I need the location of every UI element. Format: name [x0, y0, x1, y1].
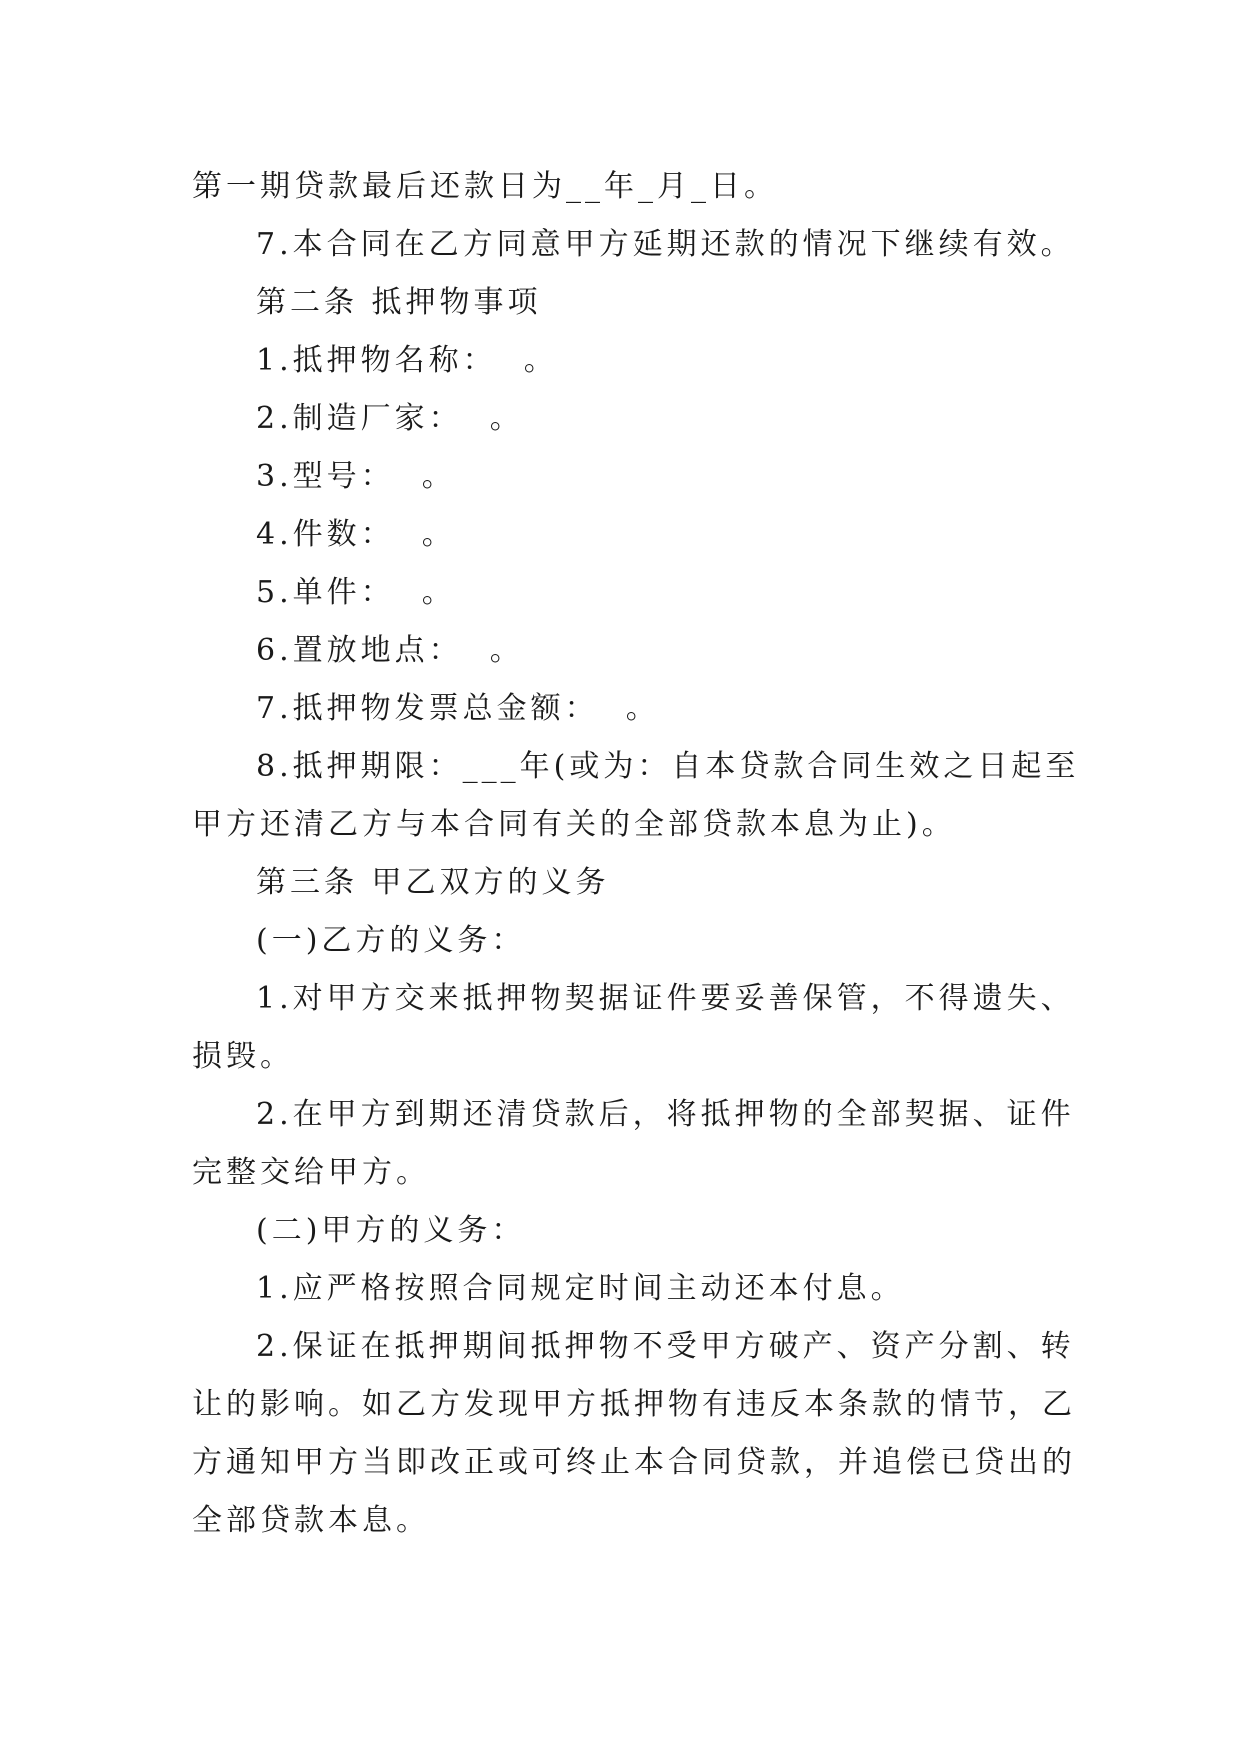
text-line: 第一期贷款最后还款日为__年_月_日。: [192, 169, 778, 204]
section-heading: 第二条 抵押物事项: [256, 285, 542, 320]
subsection-heading: (一)乙方的义务：: [256, 923, 526, 958]
text-line: 甲方还清乙方与本合同有关的全部贷款本息为止)。: [192, 807, 956, 842]
text-line: 1.应严格按照合同规定时间主动还本付息。: [256, 1271, 905, 1306]
text-line: 4.件数： 。: [256, 517, 456, 552]
text-line: 1.对甲方交来抵押物契据证件要妥善保管，不得遗失、: [256, 981, 1075, 1016]
text-line: 2.在甲方到期还清贷款后，将抵押物的全部契据、证件: [256, 1097, 1075, 1132]
text-line: 8.抵押期限：___年(或为：自本贷款合同生效之日起至: [256, 749, 1080, 784]
text-line: 3.型号： 。: [256, 459, 456, 494]
text-line: 1.抵押物名称： 。: [256, 343, 558, 378]
subsection-heading: (二)甲方的义务：: [256, 1213, 526, 1248]
text-line: 2.制造厂家： 。: [256, 401, 524, 436]
text-line: 5.单件： 。: [256, 575, 456, 610]
text-line: 2.保证在抵押期间抵押物不受甲方破产、资产分割、转: [256, 1329, 1075, 1364]
section-heading: 第三条 甲乙双方的义务: [256, 865, 610, 900]
text-line: 完整交给甲方。: [192, 1155, 430, 1190]
text-line: 7.抵押物发票总金额： 。: [256, 691, 660, 726]
text-line: 让的影响。如乙方发现甲方抵押物有违反本条款的情节，乙: [192, 1387, 1076, 1422]
document-body: [192, 158, 1241, 1550]
text-line: 全部贷款本息。: [192, 1503, 430, 1538]
text-line: 方通知甲方当即改正或可终止本合同贷款，并追偿已贷出的: [192, 1445, 1076, 1480]
text-line: 损毁。: [192, 1039, 294, 1074]
text-line: 6.置放地点： 。: [256, 633, 524, 668]
text-line: 7.本合同在乙方同意甲方延期还款的情况下继续有效。: [256, 227, 1075, 262]
